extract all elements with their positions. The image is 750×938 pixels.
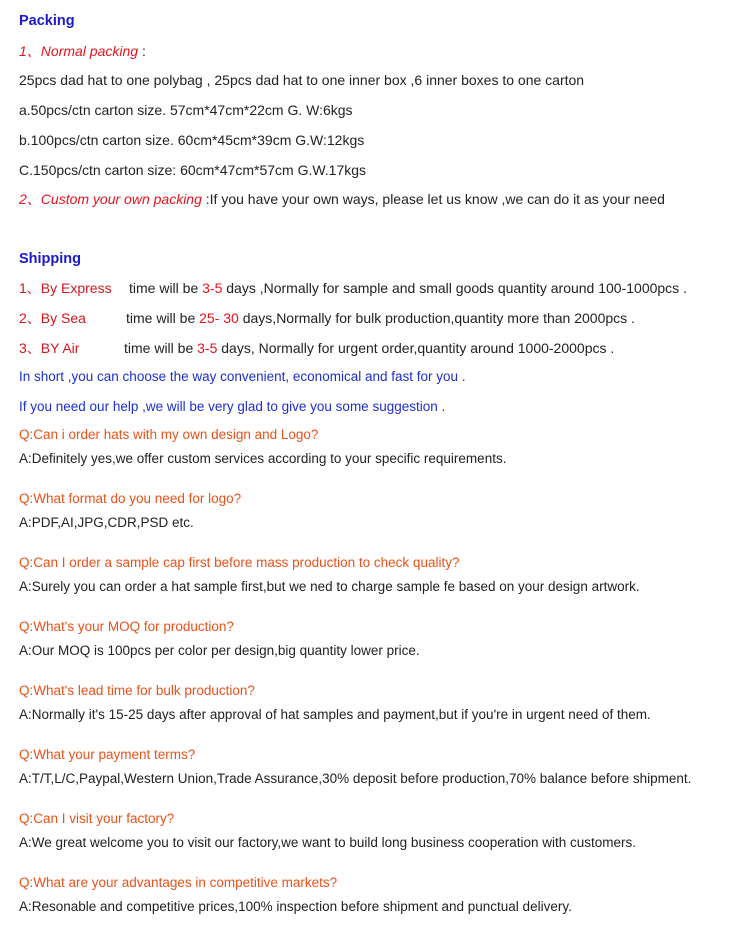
express-pre: time will be [129, 280, 203, 296]
express-post: days ,Normally for sample and small goods quantity around 100-1000pcs . [222, 280, 687, 296]
custom-packing-title: Custom your own packing [40, 191, 202, 207]
sea-days: 25- 30 [199, 310, 239, 326]
faq-question: Q:What are your advantages in competitive markets? [19, 875, 338, 890]
custom-packing-line [19, 190, 665, 208]
faq-question: Q:What's lead time for bulk production? [19, 683, 255, 698]
packing-line-1: 25pcs dad hat to one polybag , 25pcs dad hat to one inner box ,6 inner boxes to one carton [19, 72, 585, 88]
faq-question: Q:What's your MOQ for production? [19, 619, 234, 634]
air-post: days, Normally for urgent order,quantity around 1000-2000pcs . [217, 340, 615, 356]
faq-question: Q:What your payment terms? [19, 747, 196, 762]
faq-answer: A:Definitely yes,we offer custom services according to your specific requirements. [19, 451, 507, 466]
express-detail [129, 279, 687, 297]
shipping-heading: Shipping [19, 251, 82, 267]
packing-line-c: C.150pcs/ctn carton size: 60cm*47cm*57cm G.W.17kgs [19, 162, 367, 178]
packing-heading: Packing [19, 13, 75, 29]
faq-answer: A:Surely you can order a hat sample first,but we ned to charge sample fe based on your design artwork. [19, 579, 640, 594]
normal-packing-title: Normal packing [40, 43, 139, 59]
air-label: 3、BY Air [19, 340, 80, 356]
normal-packing-prefix: 1、 [19, 43, 41, 59]
sea-label: 2、By Sea [19, 310, 86, 326]
faq-question: Q:What format do you need for logo? [19, 491, 242, 506]
faq-question: Q:Can I order a sample cap first before mass production to check quality? [19, 555, 460, 570]
shipping-summary: In short ,you can choose the way convenient, economical and fast for you . [19, 369, 466, 384]
custom-packing-text: :If you have your own ways, please let us know ,we can do it as your need [201, 191, 665, 207]
air-pre: time will be [124, 340, 198, 356]
sea-detail [126, 309, 635, 327]
faq-question: Q:Can i order hats with my own design and Logo? [19, 427, 319, 442]
faq-answer: A:T/T,L/C,Paypal,Western Union,Trade Assurance,30% deposit before production,70% balance before shipment. [19, 771, 692, 786]
packing-line-b: b.100pcs/ctn carton size. 60cm*45cm*39cm G.W:12kgs [19, 132, 365, 148]
sea-pre: time will be [126, 310, 200, 326]
express-label: 1、By Express [19, 280, 112, 296]
sea-post: days,Normally for bulk production,quantity more than 2000pcs . [238, 310, 635, 326]
express-days: 3-5 [202, 280, 223, 296]
air-days: 3-5 [197, 340, 218, 356]
faq-answer: A:Normally it's 15-25 days after approval of hat samples and payment,but if you're in urgent need of them. [19, 707, 651, 722]
air-detail [124, 339, 614, 357]
faq-answer: A:PDF,AI,JPG,CDR,PSD etc. [19, 515, 194, 530]
faq-question: Q:Can I visit your factory? [19, 811, 175, 826]
shipping-help: If you need our help ,we will be very glad to give you some suggestion . [19, 399, 446, 414]
faq-answer: A:We great welcome you to visit our factory,we want to build long business cooperation with customers. [19, 835, 637, 850]
normal-packing-line [19, 42, 146, 60]
faq-answer: A:Resonable and competitive prices,100% inspection before shipment and punctual delivery. [19, 899, 572, 914]
faq-answer: A:Our MOQ is 100pcs per color per design,big quantity lower price. [19, 643, 420, 658]
packing-line-a: a.50pcs/ctn carton size. 57cm*47cm*22cm G. W:6kgs [19, 102, 353, 118]
custom-packing-prefix: 2、 [19, 191, 41, 207]
normal-packing-suffix: : [138, 43, 146, 59]
